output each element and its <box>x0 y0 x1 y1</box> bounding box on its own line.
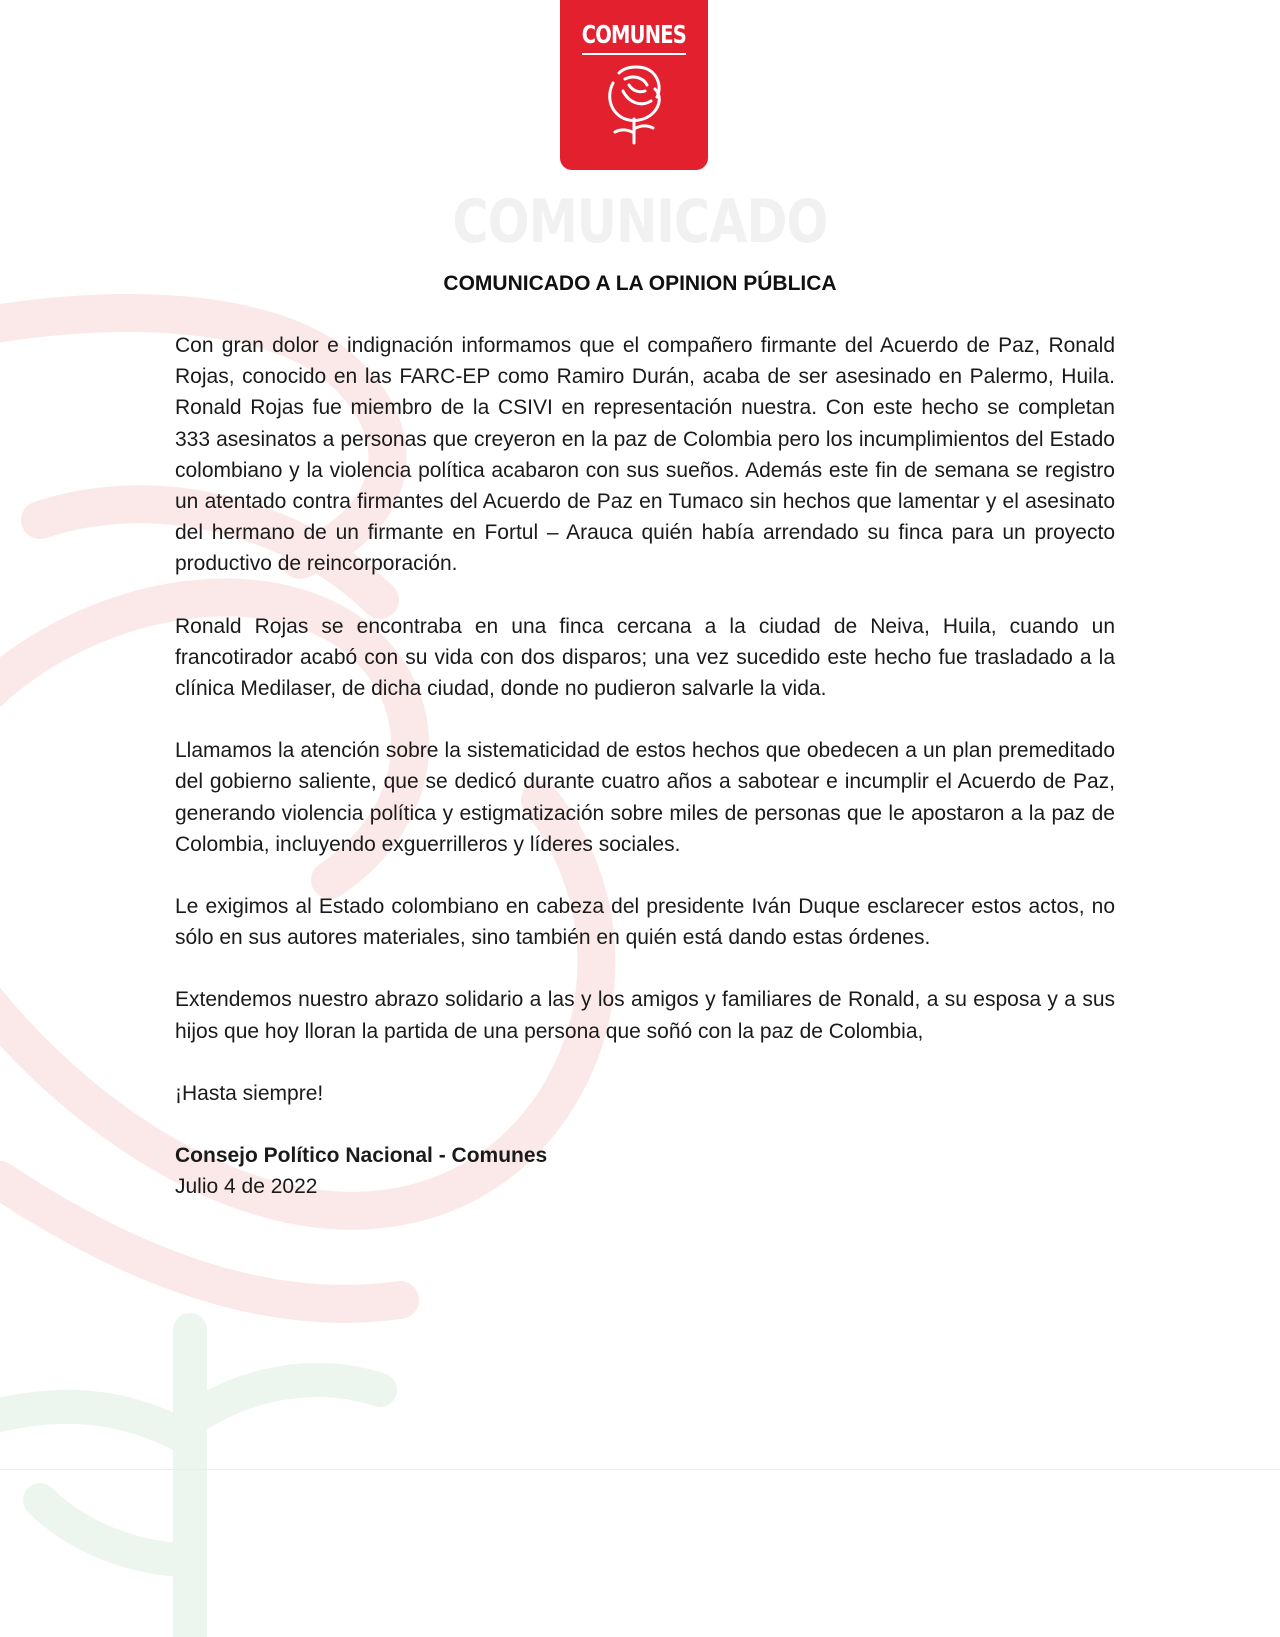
footer-divider <box>0 1469 1280 1470</box>
signature-block <box>175 1140 1115 1202</box>
paragraph-1: Con gran dolor e indignación informamos que el compañero firmante del Acuerdo de Paz, Ronald Rojas, conocido en las FARC-EP como Ramiro Durán, acaba de ser asesinado en Palermo, Huila. Ronald Rojas fue miembro de la CSIVI en representación nuestra. Con este hecho se completan 333 asesinatos a personas que creyeron en la paz de Colombia pero los incumplimientos del Estado colombiano y la violencia política acabaron con sus sueños. Además este fin de semana se registro un atentado contra firmantes del Acuerdo de Paz en Tumaco sin hechos que lamentar y el asesinato del hermano de un firmante en Fortul – Arauca quién había arrendado su finca para un proyecto productivo de reincorporación. <box>175 334 1115 576</box>
letter-body <box>175 330 1115 1202</box>
comunes-logo <box>560 0 708 170</box>
paragraph-5: Extendemos nuestro abrazo solidario a las y los amigos y familiares de Ronald, a su esposa y a sus hijos que hoy lloran la partida de una persona que soñó con la paz de Colombia, <box>175 988 1115 1043</box>
paragraph-3: Llamamos la atención sobre la sistematicidad de estos hechos que obedecen a un plan premeditado del gobierno saliente, que se dedicó durante cuatro años a sabotear e incumplir el Acuerdo de Paz, generando violencia política y estigmatización sobre miles de personas que le apostaron a la paz de Colombia, incluyendo exguerrilleros y líderes sociales. <box>175 739 1115 856</box>
signature: Consejo Político Nacional - Comunes <box>175 1144 548 1168</box>
logo-text: COMUNES <box>581 20 687 49</box>
date: Julio 4 de 2022 <box>175 1175 318 1199</box>
closing-line: ¡Hasta siempre! <box>175 1081 324 1105</box>
logo-divider <box>582 53 686 55</box>
rose-icon <box>599 59 669 145</box>
paragraph-4: Le exigimos al Estado colombiano en cabeza del presidente Iván Duque esclarecer estos actos, no sólo en sus autores materiales, sino también en quién está dando estas órdenes. <box>175 895 1115 950</box>
ghost-title-comunicado: COMUNICADO <box>452 187 828 257</box>
page-title: COMUNICADO A LA OPINION PÚBLICA <box>443 272 837 295</box>
paragraph-2: Ronald Rojas se encontraba en una finca cercana a la ciudad de Neiva, Huila, cuando un francotirador acabó con su vida con dos disparos; una vez sucedido este hecho fue trasladado a la clínica Medilaser, de dicha ciudad, donde no pudieron salvarle la vida. <box>175 614 1115 701</box>
